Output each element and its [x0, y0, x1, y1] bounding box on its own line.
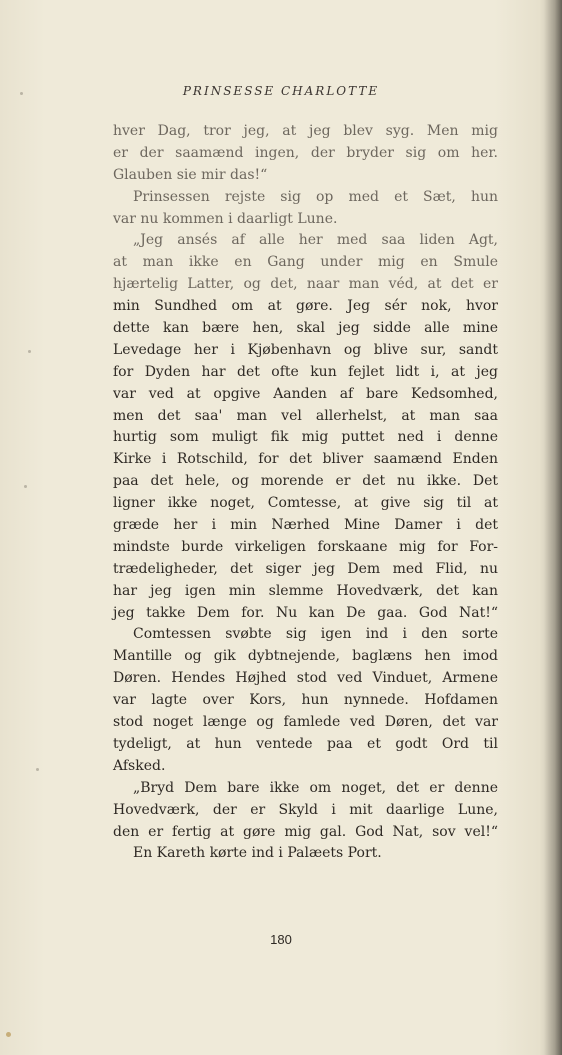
- text-line: mindste burde virkeligen forskaane mig for For-: [113, 538, 498, 555]
- text-line: jeg takke Dem for. Nu kan De gaa. God Nat!“: [113, 604, 498, 621]
- text-line: tydeligt, at hun ventede paa et godt Ord til: [113, 735, 498, 752]
- text-line: at man ikke en Gang under mig en Smule: [113, 254, 498, 271]
- text-line: „Bryd Dem bare ikke om noget, det er denne: [133, 779, 498, 796]
- page-number: 180: [270, 932, 292, 947]
- text-line: trædeligheder, det siger jeg Dem med Flid, nu: [113, 560, 498, 577]
- text-line: hjærtelig Latter, og det, naar man véd, at det er: [113, 276, 498, 293]
- text-line: Mantille og gik dybtnejende, baglæns hen imod: [113, 648, 498, 665]
- paper-speck: [20, 92, 23, 95]
- text-line: var ved at opgive Aanden af bare Kedsomhed,: [113, 385, 498, 402]
- text-line: var nu kommen i daarligt Lune.: [113, 210, 338, 227]
- text-line: ligner ikke noget, Comtesse, at give sig til at: [113, 495, 498, 512]
- text-line: Kirke i Rotschild, for det bliver saamænd Enden: [113, 451, 498, 468]
- paper-speck: [6, 1032, 11, 1037]
- text-line: min Sundhed om at gøre. Jeg sér nok, hvor: [113, 298, 498, 315]
- text-line: Døren. Hendes Højhed stod ved Vinduet, Armene: [113, 670, 498, 687]
- paper-speck: [36, 768, 39, 771]
- text-line: hurtig som muligt fik mig puttet ned i denne: [113, 429, 498, 446]
- text-line: Levedage her i Kjøbenhavn og blive sur, sandt: [113, 341, 498, 358]
- text-line: Prinsessen rejste sig op med et Sæt, hun: [133, 188, 498, 205]
- text-line: dette kan bære hen, skal jeg sidde alle mine: [113, 320, 498, 337]
- text-line: den er fertig at gøre mig gal. God Nat, sov vel!“: [113, 823, 498, 840]
- text-line: er der saamænd ingen, der bryder sig om her.: [113, 144, 498, 161]
- running-head: PRINSESSE CHARLOTTE: [182, 84, 380, 98]
- body-text: [113, 121, 498, 865]
- text-line: har jeg igen min slemme Hovedværk, det kan: [113, 582, 498, 599]
- text-line: stod noget længe og famlede ved Døren, det var: [113, 714, 498, 731]
- text-line: for Dyden har det ofte kun fejlet lidt i, at jeg: [113, 363, 498, 380]
- paper-speck: [24, 485, 27, 488]
- text-line: hver Dag, tror jeg, at jeg blev syg. Men mig: [113, 123, 498, 139]
- page-edge-shadow: [544, 0, 562, 1055]
- text-line: var lagte over Kors, hun nynnede. Hofdamen: [113, 692, 498, 709]
- text-line: Glauben sie mir das!“: [113, 166, 268, 183]
- text-line: Hovedværk, der er Skyld i mit daarlige Lune,: [113, 801, 498, 818]
- text-line: Comtessen svøbte sig igen ind i den sorte: [133, 626, 498, 643]
- text-line: græde her i min Nærhed Mine Damer i det: [113, 517, 498, 534]
- text-line: „Jeg ansés af alle her med saa liden Agt,: [133, 232, 498, 249]
- text-line: paa det hele, og morende er det nu ikke. Det: [113, 473, 498, 490]
- text-line: En Kareth kørte ind i Palæets Port.: [133, 845, 382, 862]
- text-line: Afsked.: [113, 757, 166, 774]
- paper-speck: [28, 350, 31, 353]
- text-line: men det saa' man vel allerhelst, at man saa: [113, 407, 498, 424]
